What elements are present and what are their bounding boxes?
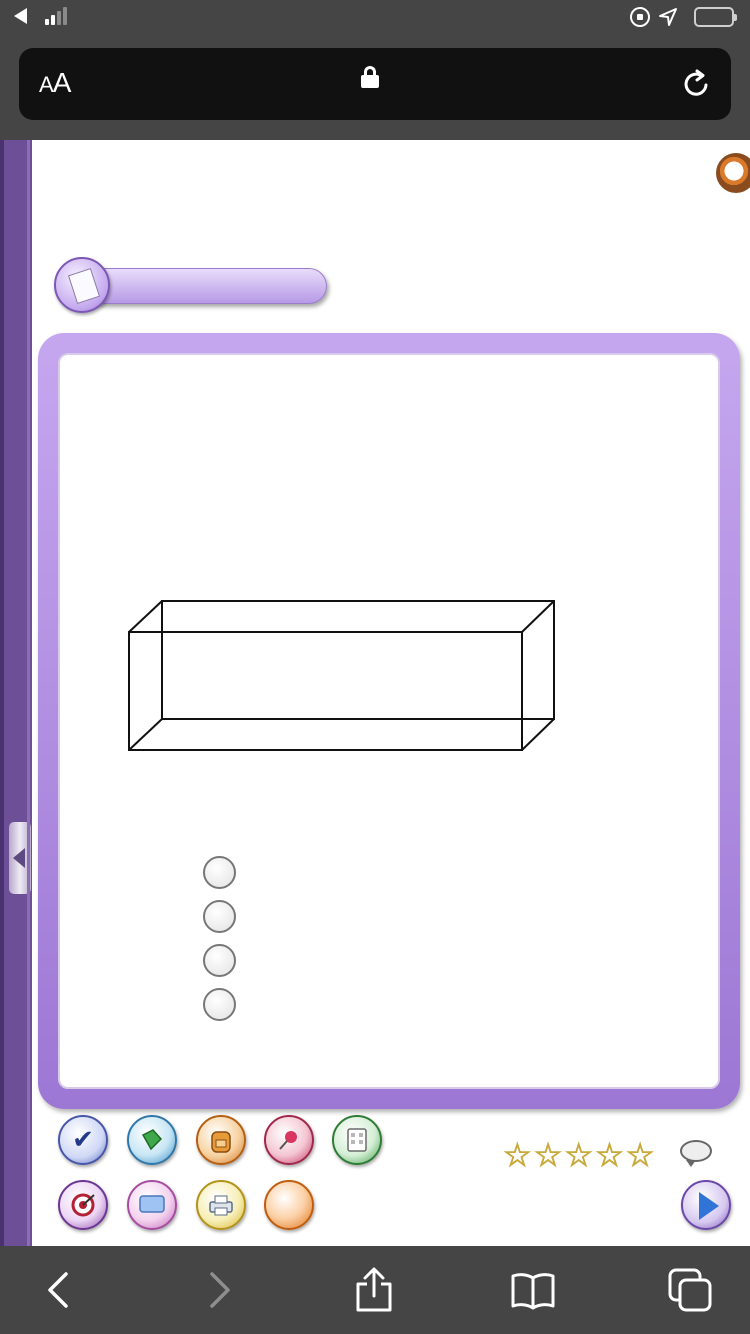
star-icon[interactable]: ☆ xyxy=(625,1137,655,1173)
assessment-badge xyxy=(80,268,327,304)
reload-icon[interactable] xyxy=(681,68,713,100)
course-tree-sidebar[interactable] xyxy=(0,140,32,1246)
status-right xyxy=(630,7,734,27)
assessment-document-icon xyxy=(54,257,110,313)
address-bar[interactable] xyxy=(19,48,731,120)
browser-chrome xyxy=(0,0,750,140)
check-icon[interactable]: ✔ xyxy=(58,1115,108,1165)
prism-edge-eg xyxy=(522,601,554,632)
answer-choice[interactable] xyxy=(203,984,240,1024)
calculator-icon[interactable] xyxy=(332,1115,382,1165)
next-page-button[interactable] xyxy=(681,1180,731,1230)
answer-radio[interactable] xyxy=(203,856,236,889)
collapse-course-tree-button[interactable] xyxy=(9,822,31,894)
answer-choice[interactable] xyxy=(203,940,240,980)
forward-arrow-icon[interactable] xyxy=(194,1266,242,1314)
prism-edge-fh xyxy=(522,719,554,750)
share-icon[interactable] xyxy=(350,1266,398,1314)
secure-lock-icon xyxy=(361,66,379,88)
comment-bubble-icon[interactable] xyxy=(680,1140,712,1162)
message-icon[interactable] xyxy=(127,1180,177,1230)
prism-edge-ac xyxy=(129,601,162,632)
rating-stars[interactable] xyxy=(503,1136,654,1174)
bookmarks-icon[interactable] xyxy=(509,1266,557,1314)
lesson-badge-icon xyxy=(716,153,750,193)
answer-radio[interactable] xyxy=(203,900,236,933)
rectangular-prism-figure xyxy=(84,565,624,790)
status-left xyxy=(14,7,77,25)
prism-front-face xyxy=(129,632,522,750)
tabs-icon[interactable] xyxy=(666,1266,714,1314)
pushpin-icon[interactable] xyxy=(264,1115,314,1165)
browser-toolbar xyxy=(0,1246,750,1334)
reader-settings-button[interactable]: AA xyxy=(39,67,71,98)
location-arrow-icon xyxy=(658,7,678,27)
help-icon[interactable] xyxy=(264,1180,314,1230)
star-icon[interactable]: ☆ xyxy=(564,1137,594,1173)
answer-choice[interactable] xyxy=(203,896,240,936)
star-icon[interactable]: ☆ xyxy=(595,1137,624,1173)
book-icon[interactable] xyxy=(127,1115,177,1165)
printer-icon[interactable] xyxy=(196,1180,246,1230)
prism-edge-bd xyxy=(129,719,162,750)
url-display[interactable] xyxy=(19,66,731,88)
star-icon[interactable]: ☆ xyxy=(503,1137,532,1173)
signal-strength-icon xyxy=(45,7,67,25)
battery-icon xyxy=(694,7,734,27)
backpack-icon[interactable] xyxy=(196,1115,246,1165)
status-bar xyxy=(0,0,750,40)
prism-back-face xyxy=(162,601,554,719)
target-icon[interactable] xyxy=(58,1180,108,1230)
back-to-app-icon[interactable] xyxy=(14,8,27,24)
answer-radio[interactable] xyxy=(203,988,236,1021)
answer-radio[interactable] xyxy=(203,944,236,977)
orientation-lock-icon xyxy=(630,7,650,27)
star-icon[interactable]: ☆ xyxy=(533,1137,563,1173)
back-arrow-icon[interactable] xyxy=(36,1266,84,1314)
prism-drawing xyxy=(84,565,624,790)
answer-choice[interactable] xyxy=(203,852,240,892)
